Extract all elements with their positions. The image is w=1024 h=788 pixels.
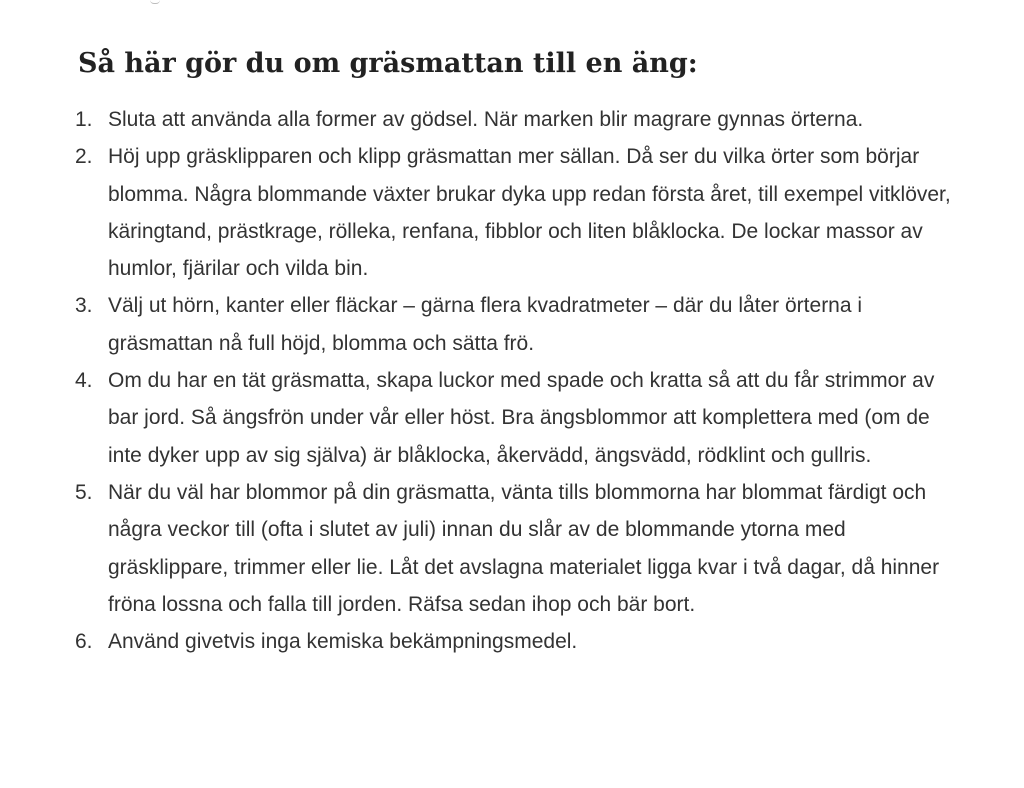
list-item-step-1 xyxy=(0,101,968,138)
step-number: 4. xyxy=(75,369,93,393)
step-number: 3. xyxy=(75,294,93,318)
step-text: Använd givetvis inga kemiska bekämpningsmedel. xyxy=(108,630,578,654)
step-text: När du väl har blommor på din gräsmatta, vänta tills blommorna har blommat färdigt och några veckor till (ofta i slutet av juli) innan du slår av de blommande ytorna med gräsklippare, trimmer eller lie. Låt det avslagna materialet ligga kvar i två dagar, då hinner fröna lossna och falla till jorden. Räfsa sedan ihop och bär bort. xyxy=(108,480,940,616)
step-number: 2. xyxy=(75,145,93,169)
section-heading: Så här gör du om gräsmattan till en äng: xyxy=(78,48,698,79)
step-text: Om du har en tät gräsmatta, skapa luckor med spade och kratta så att du får strimmor av bar jord. Så ängsfrön under vår eller höst. Bra ängsblommor att komplettera med (om de inte dyker upp av sig själva) är blåklocka, åkervädd, ängsvädd, rödklint och gullris. xyxy=(108,369,935,467)
step-number: 5. xyxy=(75,480,93,504)
list-item-step-4 xyxy=(0,362,968,474)
steps-list xyxy=(0,101,1024,660)
cropped-text-fragment xyxy=(150,0,160,4)
list-item-step-2 xyxy=(0,138,968,287)
step-text: Höj upp gräsklipparen och klipp gräsmattan mer sällan. Då ser du vilka örter som börjar blomma. Några blommande växter brukar dyka upp redan första året, till exempel vitklöver, käringtand, prästkrage, rölleka, renfana, fibblor och liten blåklocka. De lockar massor av humlor, fjärilar och vilda bin. xyxy=(108,145,951,281)
step-number: 1. xyxy=(75,108,93,131)
list-item-step-3 xyxy=(0,287,968,362)
list-item-step-5 xyxy=(0,474,968,623)
list-item-step-6 xyxy=(0,623,968,660)
step-text: Välj ut hörn, kanter eller fläckar – gärna flera kvadratmeter – där du låter örterna i gräsmattan nå full höjd, blomma och sätta frö. xyxy=(108,294,863,355)
step-text: Sluta att använda alla former av gödsel. När marken blir magrare gynnas örterna. xyxy=(108,108,864,131)
step-number: 6. xyxy=(75,630,93,654)
